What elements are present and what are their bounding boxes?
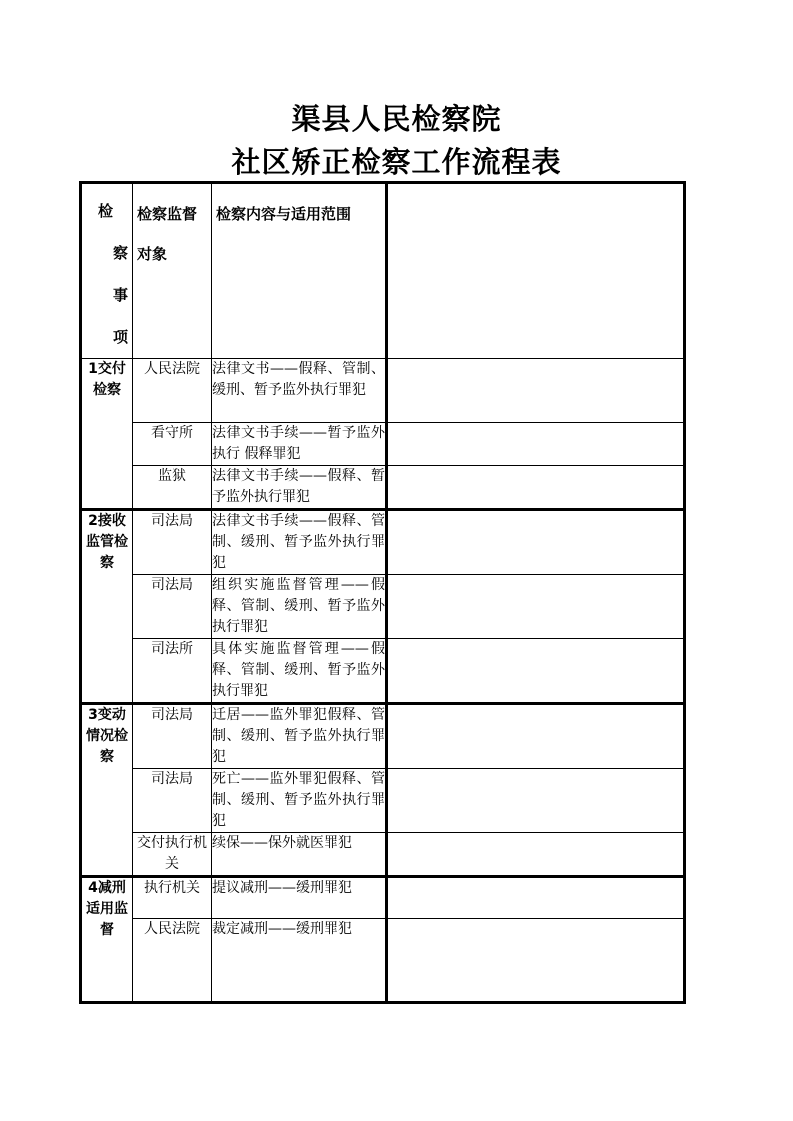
content-cell: 组织实施监督管理——假释、管制、缓刑、暂予监外执行罪犯 (212, 575, 387, 639)
content-cell: 法律文书手续——暂予监外执行 假释罪犯 (212, 423, 387, 466)
table-row (81, 575, 685, 639)
workflow-table (79, 181, 686, 1004)
header-char: 察 (112, 244, 128, 262)
object-cell: 司法局 (133, 769, 212, 833)
object-cell: 人民法院 (133, 359, 212, 423)
table-row (81, 919, 685, 1003)
document-title: 渠县人民检察院 (291, 102, 502, 136)
blank-cell (387, 510, 685, 575)
table-row (81, 639, 685, 704)
header-char: 检 (98, 202, 114, 220)
content-cell: 裁定减刑——缓刑罪犯 (212, 919, 387, 1003)
document-subtitle: 社区矫正检察工作流程表 (231, 145, 562, 179)
blank-cell (387, 466, 685, 510)
object-cell: 看守所 (133, 423, 212, 466)
object-cell: 司法局 (133, 510, 212, 575)
blank-cell (387, 833, 685, 877)
object-cell: 人民法院 (133, 919, 212, 1003)
blank-cell (387, 575, 685, 639)
object-cell: 司法所 (133, 639, 212, 704)
blank-cell (387, 769, 685, 833)
table-row (81, 877, 685, 919)
content-cell: 具体实施监督管理——假释、管制、缓刑、暂予监外执行罪犯 (212, 639, 387, 704)
content-cell: 提议减刑——缓刑罪犯 (212, 877, 387, 919)
object-cell: 交付执行机关 (133, 833, 212, 877)
object-cell: 司法局 (133, 575, 212, 639)
table-row (81, 466, 685, 510)
header-char: 事 (112, 286, 128, 304)
table-header-row (81, 183, 685, 359)
content-cell: 迁居——监外罪犯假释、管制、缓刑、暂予监外执行罪犯 (212, 704, 387, 769)
blank-cell (387, 877, 685, 919)
object-cell: 司法局 (133, 704, 212, 769)
table-row (81, 359, 685, 423)
content-cell: 法律文书——假释、管制、缓刑、暂予监外执行罪犯 (212, 359, 387, 423)
header-inspection-item (81, 183, 133, 359)
header-char: 项 (112, 328, 128, 346)
blank-cell (387, 639, 685, 704)
category-cell: 4减刑适用监督 (81, 877, 133, 1003)
blank-cell (387, 919, 685, 1003)
blank-cell (387, 704, 685, 769)
table-row (81, 423, 685, 466)
object-cell: 监狱 (133, 466, 212, 510)
object-cell: 执行机关 (133, 877, 212, 919)
category-cell: 2接收监管检察 (81, 510, 133, 704)
category-cell: 3变动情况检察 (81, 704, 133, 877)
blank-cell (387, 423, 685, 466)
content-cell: 法律文书手续——假释、管制、缓刑、暂予监外执行罪犯 (212, 510, 387, 575)
header-supervised-object: 检察监督对象 (133, 183, 212, 359)
category-cell: 1交付检察 (81, 359, 133, 510)
header-blank (387, 183, 685, 359)
content-cell: 死亡——监外罪犯假释、管制、缓刑、暂予监外执行罪犯 (212, 769, 387, 833)
header-content-scope: 检察内容与适用范围 (212, 183, 387, 359)
table-row (81, 833, 685, 877)
table-row (81, 510, 685, 575)
content-cell: 续保——保外就医罪犯 (212, 833, 387, 877)
content-cell: 法律文书手续——假释、暂予监外执行罪犯 (212, 466, 387, 510)
table-row (81, 769, 685, 833)
blank-cell (387, 359, 685, 423)
table-row (81, 704, 685, 769)
